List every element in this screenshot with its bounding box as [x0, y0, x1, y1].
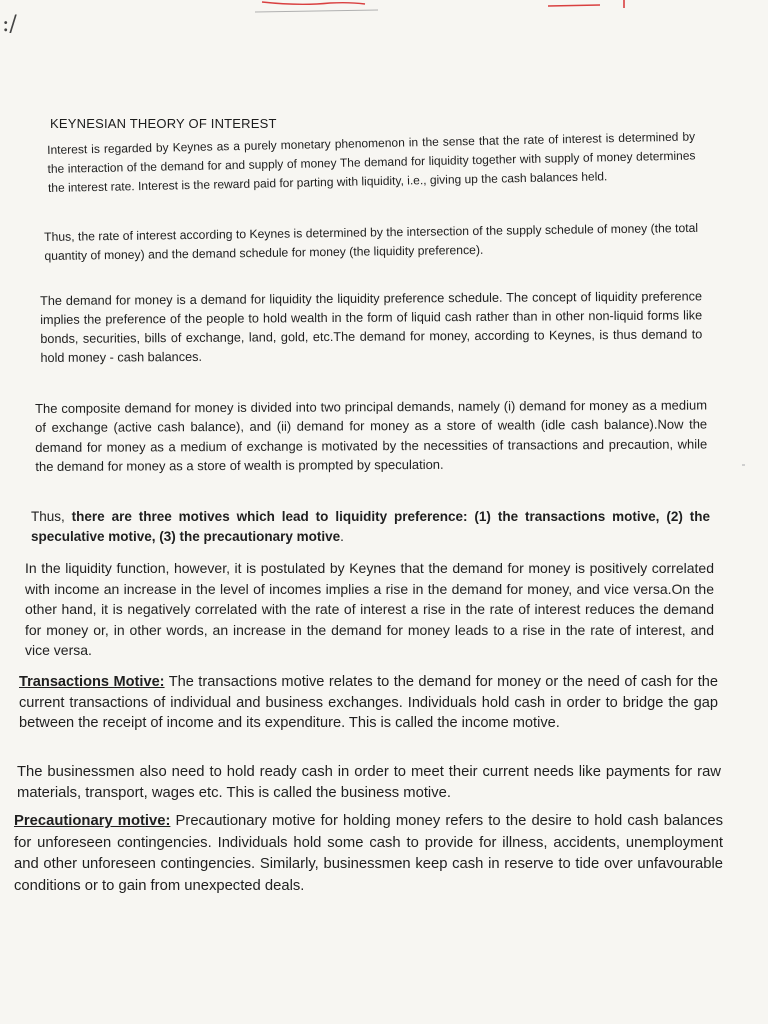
three-motives-lead: Thus, [31, 509, 72, 524]
paragraph-three-motives [31, 507, 710, 546]
margin-mark: :/ [2, 12, 17, 37]
paragraph-liquidity-preference: The demand for money is a demand for liquidity the liquidity preference schedule. The concept of liquidity preference implies the preference of the people to hold wealth in the form of liquid cash rather than in other non-liquid forms like bonds, securities, bills of exchange, land, gold, etc.The demand for money, according to Keynes, is thus demand to hold money - cash balances. [40, 289, 703, 365]
paragraph-liquidity-function: In the liquidity function, however, it is postulated by Keynes that the demand for money is positively correlated with income an increase in the level of incomes implies a rise in the demand for money, and vice versa.On the other hand, it is negatively correlated with the rate of interest a rise in the rate of interest reduces the demand for money or, in other words, an increase in the demand for money leads to a rise in the rate of interest, and vice versa. [25, 560, 714, 658]
gray-underline-left [255, 10, 378, 12]
red-scribble-left [262, 2, 365, 4]
paragraph-composite-demand: The composite demand for money is divided into two principal demands, namely (i) demand for money as a medium of exchange (active cash balance), and (ii) demand for money as a store of wealth (idle cash balance).Now the demand for money as a medium of exchange is motivated by the necessities of transactions and precaution, while the demand for money as a store of wealth is prompted by speculation. [35, 397, 708, 474]
paragraph-transactions-motive [19, 672, 718, 734]
paragraph-business-motive: The businessmen also need to hold ready cash in order to meet their current needs like payments for raw materials, transport, wages etc. This is called the business motive. [17, 764, 721, 801]
red-ink-marks [0, 0, 768, 20]
paragraph-precautionary-motive [14, 811, 723, 897]
precautionary-motive-heading: Precautionary motive: [14, 813, 171, 829]
three-motives-end: . [340, 528, 344, 544]
red-scribble-right [548, 5, 600, 6]
page-title: KEYNESIAN THEORY OF INTEREST [50, 116, 277, 131]
three-motives-bold: there are three motives which lead to liquidity preference: (1) the transactions motive, (2) the speculative motive, (3) the precautionary motive [31, 509, 710, 544]
paragraph-interest-definition: Interest is regarded by Keynes as a purely monetary phenomenon in the sense that the rate of interest is determined by the interaction of the demand for and supply of money The demand for liquidity together with supply of money determines the interest rate. Interest is the reward paid for parting with liquidity, i.e., giving up the cash balances held. [47, 129, 696, 195]
transactions-motive-text: The transactions motive relates to the demand for money or the need of cash for the current transactions of individual and business exchanges. Individuals hold cash in order to bridge the gap between the receipt of income and its expenditure. This is called the income motive. [19, 674, 718, 731]
precautionary-motive-text: Precautionary motive for holding money refers to the desire to hold cash balances for unforeseen contingencies. Individuals hold some cash to provide for illness, accidents, unemployment and other unforeseen contingencies. Similarly, businessmen keep cash in reserve to tide over unfavourable conditions or to gain from unexpected deals. [14, 813, 723, 894]
scan-speck [742, 464, 745, 466]
paragraph-rate-determination: Thus, the rate of interest according to Keynes is determined by the intersection of the supply schedule of money (the total quantity of money) and the demand schedule for money (the liquidity preference). [44, 220, 699, 263]
transactions-motive-heading: Transactions Motive: [19, 674, 165, 690]
